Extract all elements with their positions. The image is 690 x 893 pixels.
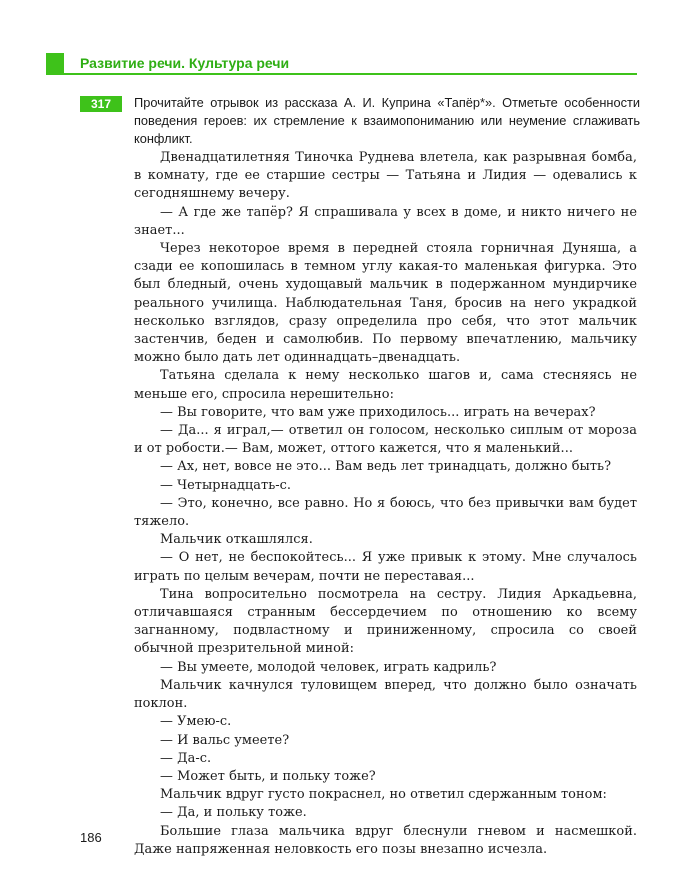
paragraph: — И вальс умеете? (160, 732, 290, 748)
paragraph: — Ах, нет, вовсе не это... Вам ведь лет тринадцать, должно быть? (160, 459, 612, 475)
task-block (80, 94, 640, 148)
page-number: 186 (80, 830, 102, 845)
paragraph: Мальчик откашлялся. (160, 532, 313, 548)
task-instruction: Прочитайте отрывок из рассказа А. И. Куприна «Тапёр*». Отметьте особенности поведения героев: их стремление к взаимопониманию или неумение сглаживать конфликт. (134, 95, 640, 146)
paragraph: — Да-с. (160, 750, 212, 766)
paragraph: — А где же тапёр? Я спрашивала у всех в доме, и никто ничего не знает... (134, 204, 637, 238)
paragraph: — Вы говорите, что вам уже приходилось... играть на вечерах? (160, 404, 596, 420)
paragraph: — Это, конечно, все равно. Но я боюсь, что без привычки вам будет тяжело. (134, 495, 637, 530)
header-accent-bar (46, 53, 64, 73)
paragraph: Большие глаза мальчика вдруг блеснули гневом и насмешкой. Даже напряженная неловкость его позы внезапно исчезла. (134, 823, 637, 857)
paragraph: — Может быть, и польку тоже? (160, 768, 376, 784)
task-number-badge: 317 (80, 96, 122, 112)
paragraph: — Вы умеете, молодой человек, играть кадриль? (160, 659, 497, 675)
paragraph: — Четырнадцать-с. (160, 477, 292, 493)
paragraph: Мальчик качнулся туловищем вперед, что должно было означать поклон. (134, 677, 637, 712)
paragraph: — Да... я играл,— ответил он голосом, несколько сиплым от мороза и от робости.— Вам, может, оттого кажется, что я маленький... (134, 423, 637, 457)
paragraph: Мальчик вдруг густо покраснел, но ответил сдержанным тоном: (160, 787, 607, 803)
paragraph: Тина вопросительно посмотрела на сестру. Лидия Аркадьевна, отличавшаяся странным бессердечием по отношению ко всему загнанному, подвластному и приниженному, спросила со своей обычной презрительной миной: (134, 586, 637, 657)
paragraph: — Да, и польку тоже. (160, 805, 307, 821)
paragraph: Через некоторое время в передней стояла горничная Дуняша, а сзади ее копошилась в темном углу какая-то маленькая фигурка. Это был бледный, очень худощавый мальчик в подержанном мундирчике реального училища. Наблюдательная Таня, бросив на него украдкой несколько взглядов, сразу определила про себя, что этот мальчик застенчив, беден и самолюбив. По первому впечатлению, мальчику можно было дать лет одиннадцать–двенадцать. (134, 241, 637, 366)
section-title: Развитие речи. Культура речи (80, 55, 290, 71)
header-divider (46, 73, 637, 75)
paragraph: Двенадцатилетняя Тиночка Руднева влетела, как разрывная бомба, в комнату, где ее старшие сестры — Татьяна и Лидия — одевались к сегодняшнему вечеру. (134, 150, 637, 202)
paragraph: — О нет, не беспокойтесь... Я уже привык к этому. Мне случалось играть по целым вечерам, почти не переставая... (134, 550, 637, 584)
paragraph: — Умею-с. (160, 714, 232, 730)
excerpt-text (134, 149, 637, 859)
paragraph: Татьяна сделала к нему несколько шагов и, сама стесняясь не меньше его, спросила нерешительно: (134, 368, 637, 402)
